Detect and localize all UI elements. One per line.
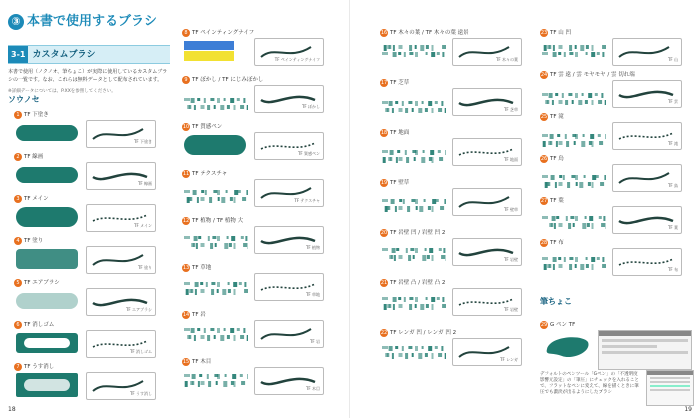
brush-stroke-swatch xyxy=(542,81,606,105)
brush-stroke-swatch xyxy=(184,133,248,157)
brush-name: TF 芝草 xyxy=(390,80,410,86)
brush-preview xyxy=(86,162,156,190)
sub-heading: ソウノセ xyxy=(8,95,40,104)
intro-text: 本書で使用（ノクノオ、筆ちょこ）が実際に使用しているカスタムブラシの一覧です。なお、これらは無料データとして配布されています。 xyxy=(8,69,168,83)
brush-stroke-swatch xyxy=(16,163,80,187)
settings-dialog-screenshot xyxy=(598,330,692,370)
item-number: 24 xyxy=(540,71,548,78)
section-heading xyxy=(8,45,170,64)
brush-name: TF 消しゴム xyxy=(24,322,55,328)
brush-name: TF 岩壁 凹 / 岩壁 凹 2 xyxy=(390,230,446,236)
brush-preview xyxy=(86,330,156,358)
chapter-number: ③ xyxy=(8,14,24,30)
item-number: 23 xyxy=(540,29,548,36)
brush-name: TF テクスチャ xyxy=(192,171,228,177)
preview-label: TF レンガ xyxy=(500,357,518,362)
brush-label xyxy=(14,110,49,119)
brush-preview xyxy=(452,188,522,216)
brush-name: TF 質感ペン xyxy=(192,124,223,130)
preview-label: TF 木々の葉 xyxy=(495,57,518,62)
chapter-title-text: 本書で使用するブラシ xyxy=(27,14,158,29)
brush-name: TF 下塗き xyxy=(24,112,49,118)
preview-label: TF メイン xyxy=(134,223,152,228)
brush-stroke-swatch xyxy=(184,227,248,251)
brush-label xyxy=(14,320,54,329)
brush-preview xyxy=(254,132,324,160)
preview-label: TF 線画 xyxy=(137,181,152,186)
brush-stroke-swatch xyxy=(542,249,606,273)
item-number: 8 xyxy=(182,29,190,37)
preview-label: TF うす消し xyxy=(129,391,152,396)
brush-name: TF 岩壁 凸 / 岩壁 凸 2 xyxy=(390,280,446,286)
brush-preview xyxy=(254,226,324,254)
brush-preview xyxy=(452,138,522,166)
item-number: 4 xyxy=(14,237,22,245)
preview-label: TF エアブラシ xyxy=(125,307,152,312)
page-number-left: 18 xyxy=(8,406,16,413)
brush-name: TF 草地 xyxy=(192,265,212,271)
brush-label xyxy=(182,169,227,178)
brush-preview xyxy=(612,122,682,150)
item-number: 3 xyxy=(14,195,22,203)
item-name: G ペン TF xyxy=(550,322,576,328)
settings-panel-screenshot xyxy=(646,370,694,406)
item-number: 2 xyxy=(14,153,22,161)
brush-stroke-swatch xyxy=(382,189,446,213)
preview-label: TF 岩壁 xyxy=(503,257,518,262)
brush-preview xyxy=(612,248,682,276)
brush-preview xyxy=(254,179,324,207)
brush-preview xyxy=(254,367,324,395)
brush-stroke-swatch xyxy=(542,123,606,147)
brush-stroke-swatch xyxy=(382,39,446,63)
preview-label: TF ぼかし xyxy=(301,104,320,109)
brush-preview xyxy=(612,206,682,234)
brush-preview xyxy=(452,38,522,66)
brush-name: TF 布 xyxy=(550,240,564,246)
item-number: 16 xyxy=(380,29,388,36)
brush-preview xyxy=(86,246,156,274)
brush-label xyxy=(540,238,564,247)
brush-name: TF エアブラシ xyxy=(24,280,60,286)
item-number: 13 xyxy=(182,264,190,271)
brush-name: TF 滝 xyxy=(550,114,564,120)
fude-choko-heading: 筆ちょこ xyxy=(540,297,572,306)
brush-label xyxy=(182,28,254,37)
brush-preview xyxy=(86,288,156,316)
item-number: 1 xyxy=(14,111,22,119)
brush-name: TF メイン xyxy=(24,196,49,202)
item-number: 27 xyxy=(540,197,548,204)
preview-label: TF 地面 xyxy=(503,157,518,162)
brush-stroke-swatch xyxy=(382,89,446,113)
brush-preview xyxy=(612,80,682,108)
preview-label: TF 葉 xyxy=(667,225,678,230)
brush-name: TF 葉 xyxy=(550,198,564,204)
brush-label xyxy=(14,152,43,161)
intro-note: ※詳細データについては、P.XXを参照してください。 xyxy=(8,89,116,94)
brush-label xyxy=(540,28,571,37)
brush-stroke-swatch xyxy=(184,321,248,345)
brush-label xyxy=(380,178,409,187)
preview-label: TF 植物 xyxy=(305,245,320,250)
brush-name: TF ペインティングナイフ xyxy=(192,30,255,36)
brush-label xyxy=(380,128,409,137)
brush-stroke-swatch xyxy=(382,139,446,163)
brush-preview xyxy=(86,120,156,148)
brush-stroke-swatch xyxy=(16,247,80,271)
brush-label xyxy=(380,228,445,237)
item-number: 18 xyxy=(380,129,388,136)
brush-preview xyxy=(452,88,522,116)
brush-label xyxy=(380,28,469,37)
item-number: 28 xyxy=(540,239,548,246)
section-tag: 3-1 xyxy=(8,46,28,63)
preview-label: TF 草地 xyxy=(305,292,320,297)
brush-label xyxy=(182,263,211,272)
brush-stroke-swatch xyxy=(542,165,606,189)
brush-name: TF 塗り xyxy=(24,238,44,244)
right-page xyxy=(350,0,700,418)
preview-label: TF 布 xyxy=(667,267,678,272)
item-number: 29 xyxy=(540,321,548,328)
brush-preview xyxy=(86,372,156,400)
brush-name: TF 山 凹 xyxy=(550,30,572,36)
pen-stroke-swatch xyxy=(542,334,592,364)
item-number: 9 xyxy=(182,76,190,84)
brush-preview xyxy=(254,320,324,348)
pen-item-label xyxy=(540,320,575,329)
item-number: 26 xyxy=(540,155,548,162)
brush-label xyxy=(14,194,49,203)
preview-label: TF 鳥 xyxy=(667,183,678,188)
brush-stroke-swatch xyxy=(382,239,446,263)
brush-label xyxy=(182,75,263,84)
brush-preview xyxy=(612,38,682,66)
brush-stroke-swatch xyxy=(184,39,248,63)
brush-label xyxy=(14,278,60,287)
brush-name: TF うす消し xyxy=(24,364,55,370)
brush-preview xyxy=(254,38,324,66)
item-number: 21 xyxy=(380,279,388,286)
item-number: 11 xyxy=(182,170,190,177)
item-number: 6 xyxy=(14,321,22,329)
brush-label xyxy=(182,122,222,131)
brush-stroke-swatch xyxy=(542,207,606,231)
brush-preview xyxy=(254,273,324,301)
brush-preview xyxy=(86,204,156,232)
preview-label: TF 芝草 xyxy=(503,107,518,112)
item-number: 22 xyxy=(380,329,388,336)
brush-label xyxy=(380,328,456,337)
brush-name: TF 木々の葉 / TF 木々の葉 遠景 xyxy=(390,30,469,36)
brush-label xyxy=(540,112,564,121)
brush-name: TF 壁草 xyxy=(390,180,410,186)
brush-label xyxy=(14,236,43,245)
brush-label xyxy=(380,78,409,87)
brush-name: TF 岩 xyxy=(192,312,206,318)
item-number: 25 xyxy=(540,113,548,120)
brush-stroke-swatch xyxy=(542,39,606,63)
brush-preview xyxy=(452,288,522,316)
page-number-right: 19 xyxy=(684,406,692,413)
brush-stroke-swatch xyxy=(382,289,446,313)
brush-label xyxy=(380,278,445,287)
preview-label: TF 岩 xyxy=(309,339,320,344)
item-number: 15 xyxy=(182,358,190,365)
brush-name: TF 雲 遠 / 雲 モヤモヤ / 雲 切れ端 xyxy=(550,72,635,78)
item-number: 12 xyxy=(182,217,190,224)
preview-label: TF 消しゴム xyxy=(129,349,152,354)
preview-label: TF 岩壁 xyxy=(503,307,518,312)
item-number: 7 xyxy=(14,363,22,371)
brush-stroke-swatch xyxy=(16,289,80,313)
brush-label xyxy=(540,154,564,163)
brush-name: TF 植物 / TF 植物 大 xyxy=(192,218,244,224)
preview-label: TF テクスチャ xyxy=(294,198,320,203)
brush-name: TF ぼかし / TF にじみぼかし xyxy=(192,77,264,83)
brush-name: TF 鳥 xyxy=(550,156,564,162)
chapter-title xyxy=(8,10,157,30)
preview-label: TF 下塗き xyxy=(133,139,152,144)
preview-label: TF 塗り xyxy=(137,265,152,270)
brush-label xyxy=(540,196,564,205)
item-number: 19 xyxy=(380,179,388,186)
brush-label xyxy=(540,70,635,79)
preview-label: TF 山 xyxy=(667,57,678,62)
brush-stroke-swatch xyxy=(382,339,446,363)
brush-label xyxy=(182,310,206,319)
brush-preview xyxy=(452,238,522,266)
preview-label: TF ペインティングナイフ xyxy=(274,57,320,62)
brush-label xyxy=(182,357,211,366)
pen-note: デフォルトのペンツール「Gペン」の「不透明度影響元設定」の「筆圧」にチェックを入れることで、フラットなペンに変えて、線を描くときに筆圧でも濃淡が出るようにしたブラシ xyxy=(540,372,639,395)
brush-stroke-swatch xyxy=(184,86,248,110)
brush-stroke-swatch xyxy=(184,180,248,204)
brush-label xyxy=(14,362,54,371)
brush-preview xyxy=(452,338,522,366)
item-number: 5 xyxy=(14,279,22,287)
brush-stroke-swatch xyxy=(184,274,248,298)
brush-preview xyxy=(612,164,682,192)
preview-label: TF 壁草 xyxy=(503,207,518,212)
brush-name: TF 地面 xyxy=(390,130,410,136)
brush-name: TF 木目 xyxy=(192,359,212,365)
brush-stroke-swatch xyxy=(184,368,248,392)
item-number: 17 xyxy=(380,79,388,86)
brush-stroke-swatch xyxy=(16,373,80,397)
brush-preview xyxy=(254,85,324,113)
brush-stroke-swatch xyxy=(16,205,80,229)
brush-stroke-swatch xyxy=(16,331,80,355)
preview-label: TF 質感ペン xyxy=(297,151,320,156)
item-number: 10 xyxy=(182,123,190,130)
item-number: 14 xyxy=(182,311,190,318)
preview-label: TF 雲 xyxy=(667,99,678,104)
brush-label xyxy=(182,216,243,225)
brush-stroke-swatch xyxy=(16,121,80,145)
preview-label: TF 滝 xyxy=(667,141,678,146)
brush-name: TF レンガ 凹 / レンガ 凹 2 xyxy=(390,330,457,336)
section-title: カスタムブラシ xyxy=(32,50,96,60)
item-number: 20 xyxy=(380,229,388,236)
brush-name: TF 線画 xyxy=(24,154,44,160)
preview-label: TF 木目 xyxy=(305,386,320,391)
